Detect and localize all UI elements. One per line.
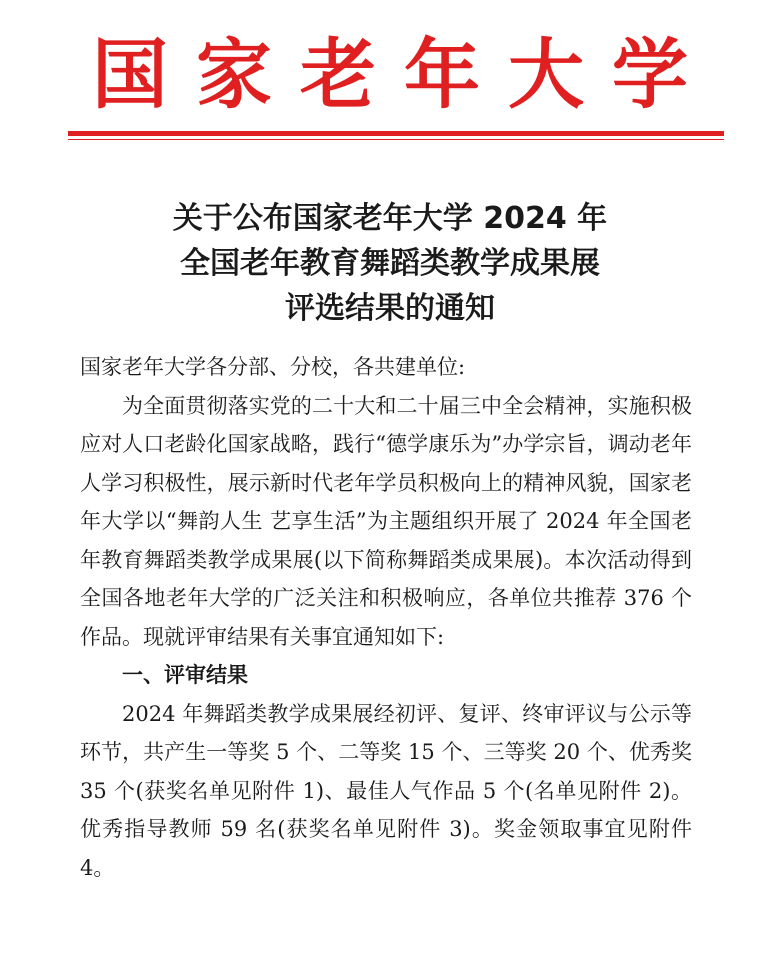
masthead-rule-thick — [68, 131, 724, 136]
title-line-1: 关于公布国家老年大学 2024 年 — [172, 201, 608, 236]
salutation: 国家老年大学各分部、分校，各共建单位: — [80, 355, 466, 379]
masthead-title: 国家老年大学 — [92, 30, 716, 119]
document-body — [80, 348, 692, 887]
paragraph-intro: 为全面贯彻落实党的二十大和二十届三中全会精神，实施积极应对人口老龄化国家战略，践行“德学康乐为”办学宗旨，调动老年人学习积极性，展示新时代老年学员积极向上的精神风貌，国家老年大学以“舞韵人生 艺享生活”为主题组织开展了 2024 年全国老年教育舞蹈类教学成果展(以下简称舞蹈类成果展)。本次活动得到全国各地老年大学的广泛关注和积极响应，各单位共推荐 376 个作品。现就评审结果有关事宜通知如下: — [80, 393, 692, 649]
paragraph-results: 2024 年舞蹈类教学成果展经初评、复评、终审评议与公示等环节，共产生一等奖 5 个、二等奖 15 个、三等奖 20 个、优秀奖 35 个(获奖名单见附件 1)、最佳人气作品 5 个(名单见附件 2)。优秀指导教师 59 名(获奖名单见附件 3)。奖金领取事宜见附件 4。 — [80, 701, 692, 880]
document-title — [0, 196, 780, 331]
title-line-3: 评选结果的通知 — [285, 291, 495, 326]
masthead-rule-thin — [68, 139, 724, 140]
section-heading-results: 一、评审结果 — [122, 663, 248, 687]
title-line-2: 全国老年教育舞蹈类教学成果展 — [180, 246, 600, 281]
